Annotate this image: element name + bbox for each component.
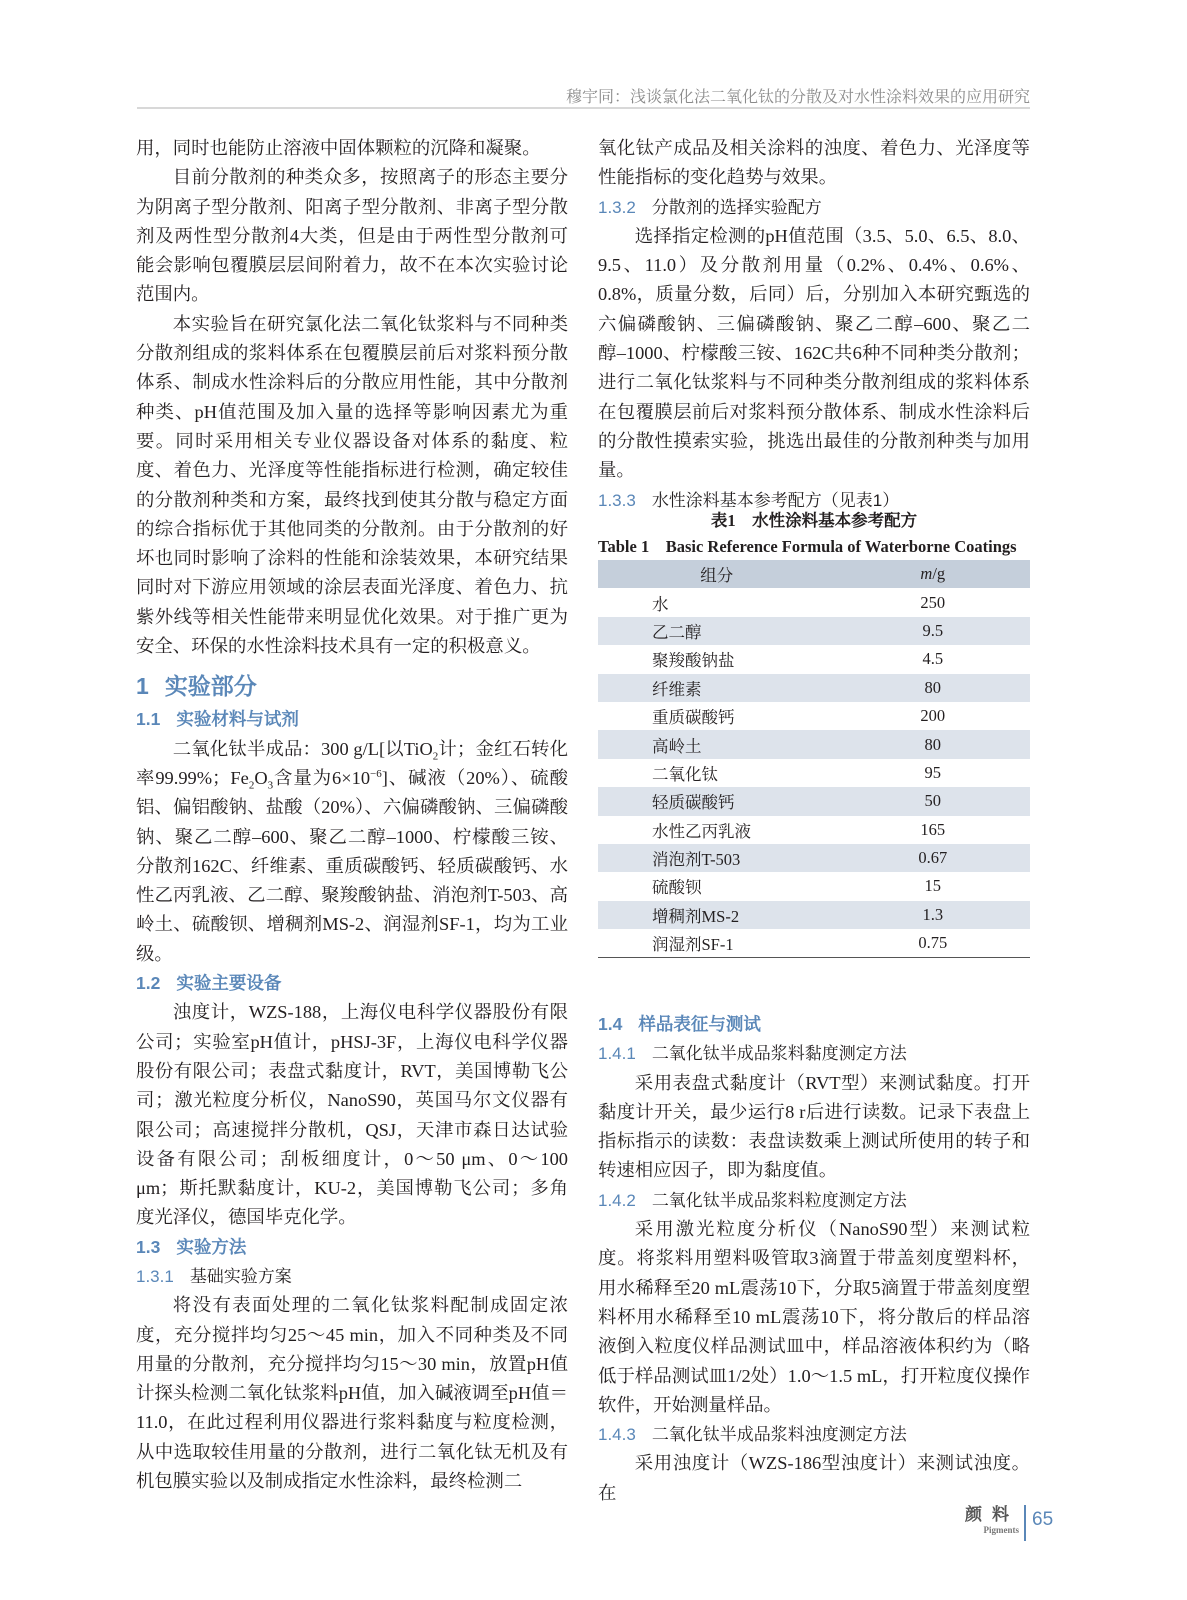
section-heading xyxy=(136,669,568,703)
table-row xyxy=(598,787,1030,815)
table-row xyxy=(598,816,1030,844)
subsection-heading xyxy=(136,705,568,734)
component-cell: 二氧化钛 xyxy=(652,764,718,784)
paragraph: 二氧化钛半成品：300 g/L[以TiO$_2$计；金红石转化率99.99%；$Fe_2O_3$含量为$6\times 10^{-6}$]、碱液（20%）、硫酸铝、偏铝酸钠、盐酸（20%）、六偏磷酸钠、三偏磷酸钠、聚乙二醇–600、聚乙二醇–1000、柠檬酸三铵、分散剂162C、纤维素、重质碳酸钙、轻质碳酸钙、水性乙丙乳液、乙二醇、聚羧酸钠盐、消泡剂T-503、高岭土、硫酸钡、增稠剂MS-2、润湿剂SF-1，均为工业级。 xyxy=(136,738,569,964)
header-rule xyxy=(137,107,1030,109)
section-number: 1.4.1 xyxy=(598,1044,636,1064)
section-title: 实验部分 xyxy=(164,673,257,700)
left-column xyxy=(136,134,568,1496)
section-title: 实验方法 xyxy=(176,1236,247,1257)
table-row xyxy=(598,702,1030,730)
section-title: 二氧化钛半成品浆料粒度测定方法 xyxy=(651,1190,907,1210)
component-cell: 润湿剂SF-1 xyxy=(652,935,734,955)
paragraph: 用，同时也能防止溶液中固体颗粒的沉降和凝聚。 xyxy=(136,138,541,158)
paragraph: 本实验旨在研究氯化法二氧化钛浆料与不同种类分散剂组成的浆料体系在包覆膜层前后对浆料预分散体系、制成水性涂料后的分散应用性能，其中分散剂种类、pH值范围及加入量的选择等影响因素尤为重要。同时采用相关专业仪器设备对体系的黏度、粒度、着色力、光泽度等性能指标进行检测，确定较佳的分散剂种类和方案，最终找到使其分散与稳定方面的综合指标优于其他同类的分散剂。由于分散剂的好坏也同时影响了涂料的性能和涂装效果，本研究结果同时对下游应用领域的涂层表面光泽度、着色力、抗紫外线等相关性能带来明显优化效果。对于推广更为安全、环保的水性涂料技术具有一定的积极意义。 xyxy=(136,313,568,657)
mass-cell: 0.67 xyxy=(836,844,1030,872)
column-header-mass: m/g xyxy=(836,560,1030,588)
paragraph: 氧化钛产成品及相关涂料的浊度、着色力、光泽度等性能指标的变化趋势与效果。 xyxy=(598,138,1030,188)
right-column xyxy=(598,134,1030,515)
mass-cell: 4.5 xyxy=(922,649,944,669)
table-row xyxy=(598,844,1030,872)
section-number: 1 xyxy=(136,673,149,700)
subsubsection-heading xyxy=(136,1262,568,1291)
subsection-heading xyxy=(136,1233,568,1262)
section-title: 水性涂料基本参考配方（见表1） xyxy=(651,490,900,510)
component-cell: 纤维素 xyxy=(598,674,836,702)
table-row xyxy=(598,674,1030,702)
paragraph: 选择指定检测的pH值范围（3.5、5.0、6.5、8.0、9.5、11.0）及分散剂用量（0.2%、0.4%、0.6%、0.8%，质量分数，后同）后，分别加入本研究甄选的六偏磷酸钠、三偏磷酸钠、聚乙二醇–600、聚乙二醇–1000、柠檬酸三铵、162C共6种不同种类分散剂；进行二氧化钛浆料与不同种类分散剂组成的浆料体系在包覆膜层前后对浆料预分散体系、制成水性涂料后的分散性摸索实验，挑选出最佳的分散剂种类与加用量。 xyxy=(598,225,1030,481)
mass-cell: 50 xyxy=(836,787,1030,815)
component-cell: 轻质碳酸钙 xyxy=(598,787,836,815)
paragraph: 采用表盘式黏度计（RVT型）来测试黏度。打开黏度计开关，最少运行8 r后进行读数。记录下表盘上指标指示的读数：表盘读数乘上测试所使用的转子和转速相应因子，即为黏度值。 xyxy=(598,1072,1030,1181)
subsection-heading xyxy=(598,1010,1030,1039)
mass-cell: 200 xyxy=(920,706,946,726)
component-cell: 聚羧酸钠盐 xyxy=(652,651,735,671)
section-number: 1.3 xyxy=(136,1236,161,1257)
mass-cell: 0.75 xyxy=(918,933,948,953)
page-footer xyxy=(965,1505,1053,1545)
table-1 xyxy=(598,508,1030,958)
page-number: 65 xyxy=(1032,1509,1054,1530)
journal-name-en: Pigments xyxy=(983,1525,1019,1535)
component-cell: 增稠剂MS-2 xyxy=(598,901,836,929)
section-number: 1.2 xyxy=(136,973,161,994)
table-row xyxy=(598,759,1030,787)
running-title: 穆宇同：浅谈氯化法二氧化钛的分散及对水性涂料效果的应用研究 xyxy=(565,89,1030,106)
subsubsection-heading xyxy=(598,1420,1030,1449)
component-cell: 水性乙丙乳液 xyxy=(652,821,751,841)
table-row xyxy=(598,872,1030,900)
paragraph: 目前分散剂的种类众多，按照离子的形态主要分为阴离子型分散剂、阳离子型分散剂、非离子型分散剂及两性型分散剂4大类，但是由于两性型分散剂可能会影响包覆膜层层间附着力，故不在本次实验讨论范围内。 xyxy=(136,167,568,305)
subsubsection-heading xyxy=(598,1039,1030,1068)
subsection-heading xyxy=(136,969,568,998)
paragraph: 采用浊度计（WZS-186型浊度计）来测试浊度。在 xyxy=(598,1453,1030,1503)
mass-cell: 1.3 xyxy=(836,901,1030,929)
component-cell: 重质碳酸钙 xyxy=(652,708,735,728)
section-1-4 xyxy=(598,1010,1030,1508)
mass-cell: 9.5 xyxy=(836,617,1030,645)
mass-cell: 80 xyxy=(836,674,1030,702)
section-title: 分散剂的选择实验配方 xyxy=(651,197,822,217)
section-number: 1.4.2 xyxy=(598,1190,636,1210)
section-title: 基础实验方案 xyxy=(189,1266,292,1286)
section-number: 1.4.3 xyxy=(598,1425,636,1445)
mass-cell: 80 xyxy=(836,730,1030,758)
mass-cell: 15 xyxy=(924,876,942,896)
table-caption-cn: 表1 水性涂料基本参考配方 xyxy=(710,511,918,530)
table-row xyxy=(598,617,1030,645)
table-row xyxy=(598,929,1030,958)
paragraph: 采用激光粒度分析仪（NanoS90型）来测试粒度。将浆料用塑料吸管取3滴置于带盖刻度塑料杯，用水稀释至20 mL震荡10下，分取5滴置于带盖刻度塑料杯用水稀释至10 mL震荡10下，将分散后的样品溶液倒入粒度仪样品测试皿中，样品溶液体积约为（略低于样品测试皿1/2处）1.0～1.5 mL，打开粒度仪操作软件，开始测量样品。 xyxy=(598,1219,1030,1415)
table-header-row xyxy=(598,560,1030,588)
section-title: 实验材料与试剂 xyxy=(176,709,299,730)
component-cell: 乙二醇 xyxy=(598,617,836,645)
subsubsection-heading xyxy=(598,1186,1030,1215)
component-cell: 高岭土 xyxy=(598,730,836,758)
section-title: 样品表征与测试 xyxy=(638,1014,761,1034)
section-title: 二氧化钛半成品浆料浊度测定方法 xyxy=(651,1425,907,1445)
paragraph: 将没有表面处理的二氧化钛浆料配制成固定浓度，充分搅拌均匀25～45 min，加入不同种类及不同用量的分散剂，充分搅拌均匀15～30 min，放置pH值计探头检测二氧化钛浆料pH值，加入碱液调至pH值＝11.0，在此过程利用仪器进行浆料黏度与粒度检测，从中选取较佳用量的分散剂，进行二氧化钛无机及有机包膜实验以及制成指定水性涂料，最终检测二 xyxy=(136,1295,568,1492)
paragraph: 浊度计，WZS-188，上海仪电科学仪器股份有限公司；实验室pH值计，pHSJ-3F，上海仪电科学仪器股份有限公司；表盘式黏度计，RVT，美国博勒飞公司；激光粒度分析仪，NanoS90，英国马尔文仪器有限公司；高速搅拌分散机，QSJ，天津市森日达试验设备有限公司；刮板细度计，0～50 μm、0～100 μm；斯托默黏度计，KU-2，美国博勒飞公司；多角度光泽仪，德国毕克化学。 xyxy=(136,1002,568,1228)
column-header-component: 组分 xyxy=(598,560,836,588)
journal-name-cn: 颜料 xyxy=(965,1505,1019,1524)
mass-cell: 250 xyxy=(920,592,946,612)
formula-table xyxy=(598,560,1030,958)
section-number: 1.3.2 xyxy=(598,197,636,217)
journal-name xyxy=(965,1505,1019,1535)
footer-divider xyxy=(1024,1505,1026,1541)
table-row xyxy=(598,730,1030,758)
component-cell: 消泡剂T-503 xyxy=(598,844,836,872)
section-number: 1.3.1 xyxy=(136,1266,174,1286)
section-number: 1.3.3 xyxy=(598,490,636,510)
table-caption-en: Table 1 Basic Reference Formula of Waterborne Coatings xyxy=(598,537,1017,556)
table-row xyxy=(598,645,1030,673)
section-number: 1.1 xyxy=(136,709,161,730)
section-title: 二氧化钛半成品浆料黏度测定方法 xyxy=(651,1044,907,1064)
section-title: 实验主要设备 xyxy=(176,973,282,994)
table-row xyxy=(598,901,1030,929)
component-cell: 硫酸钡 xyxy=(652,878,702,898)
component-cell: 水 xyxy=(652,594,669,614)
subsubsection-heading xyxy=(598,193,1030,222)
table-row xyxy=(598,588,1030,616)
mass-cell: 165 xyxy=(920,819,946,839)
section-number: 1.4 xyxy=(598,1014,623,1034)
mass-cell: 95 xyxy=(924,762,942,782)
